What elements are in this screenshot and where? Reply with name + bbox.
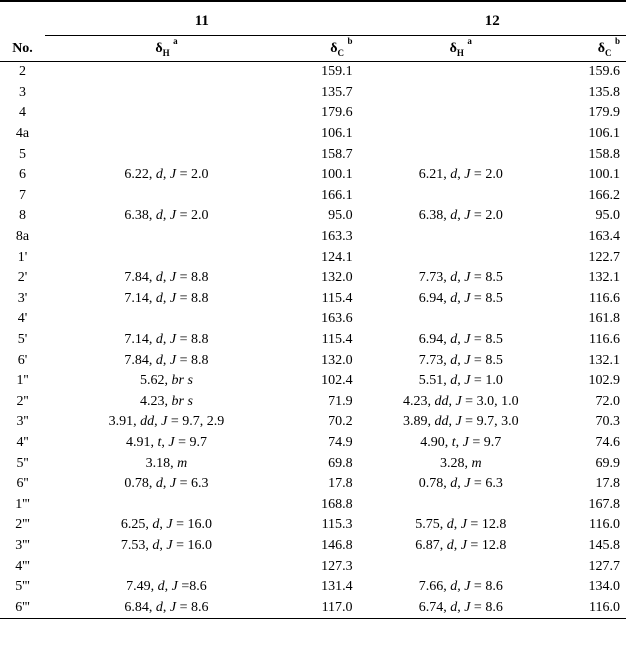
dc-12-cell: 116.6 <box>589 332 620 348</box>
dh-12-cell <box>359 494 563 515</box>
dh-11-cell: 7.84, d, J = 8.8 <box>124 270 209 286</box>
compound-12-heading: 12 <box>359 1 626 36</box>
table-row <box>0 392 626 413</box>
dh-12-cell: 0.78, d, J = 6.3 <box>418 476 503 492</box>
position-cell: 3'' <box>16 414 29 430</box>
dh-11-cell <box>45 124 288 145</box>
dc-12-cell: 166.2 <box>588 187 620 203</box>
position-cell: 5' <box>17 332 28 348</box>
table-row <box>0 144 626 165</box>
position-cell: 3 <box>19 84 26 100</box>
dc-11-cell: 168.8 <box>321 496 353 512</box>
dh-11-cell: 6.22, d, J = 2.0 <box>124 167 209 183</box>
table-row <box>0 330 626 351</box>
dh-11-cell: 6.38, d, J = 2.0 <box>124 208 209 224</box>
dh-11-cell: 7.84, d, J = 8.8 <box>124 352 209 368</box>
position-cell: 2'' <box>16 393 29 409</box>
dh-11-cell <box>45 186 288 207</box>
position-cell: 5 <box>19 146 26 162</box>
dh-12-cell: 5.51, d, J = 1.0 <box>418 373 503 389</box>
dc-11-cell: 115.3 <box>321 517 353 533</box>
dh-12-cell: 6.38, d, J = 2.0 <box>418 208 503 224</box>
table-row <box>0 62 626 83</box>
dc-12-cell: 127.7 <box>588 558 620 574</box>
dh-12-cell: 7.73, d, J = 8.5 <box>418 270 503 286</box>
dh-11-cell <box>45 247 288 268</box>
dc-12-cell: 106.1 <box>588 126 620 142</box>
position-cell: 6''' <box>15 599 30 615</box>
position-cell: 1'' <box>16 373 29 389</box>
dc-12-cell: 95.0 <box>595 208 620 224</box>
dh-11-cell: 6.84, d, J = 8.6 <box>124 599 209 615</box>
dc-12-cell: 100.1 <box>588 167 620 183</box>
table-row <box>0 206 626 227</box>
dh-12-cell: 4.90, t, J = 9.7 <box>420 434 502 450</box>
table-row <box>0 165 626 186</box>
position-cell: 6' <box>17 352 28 368</box>
dh-11-cell: 0.78, d, J = 6.3 <box>124 476 209 492</box>
column-header-row <box>0 36 626 62</box>
dc-12-cell: 158.8 <box>588 146 620 162</box>
dh-12-cell: 5.75, d, J = 12.8 <box>415 517 507 533</box>
dh-12-cell: 4.23, dd, J = 3.0, 1.0 <box>402 393 519 409</box>
table-row <box>0 83 626 104</box>
dc-11-cell: 127.3 <box>321 558 353 574</box>
dc-12-cell: 159.6 <box>588 64 620 80</box>
dh-12-column-header: $\delta_H$ $^a$ <box>449 36 472 58</box>
dh-12-cell: 7.73, d, J = 8.5 <box>418 352 503 368</box>
dc-11-cell: 70.2 <box>328 414 353 430</box>
table-row <box>0 515 626 536</box>
dc-12-cell: 134.0 <box>588 579 620 595</box>
dc-11-cell: 102.4 <box>321 373 353 389</box>
dc-11-cell: 115.4 <box>321 332 353 348</box>
dc-12-cell: 72.0 <box>595 393 620 409</box>
dc-11-cell: 115.4 <box>321 290 353 306</box>
dc-12-column-header: $\delta_C$ $^b$ <box>597 36 620 58</box>
table-row <box>0 247 626 268</box>
dh-12-cell <box>359 227 563 248</box>
dh-12-cell <box>359 62 563 83</box>
dc-12-cell: 132.1 <box>588 352 620 368</box>
dc-12-cell: 70.3 <box>595 414 620 430</box>
position-cell: 4' <box>17 311 28 327</box>
dc-11-cell: 69.8 <box>328 455 353 471</box>
dc-12-cell: 163.4 <box>588 229 620 245</box>
dc-11-cell: 124.1 <box>321 249 353 265</box>
dc-12-cell: 74.6 <box>595 434 620 450</box>
dc-12-cell: 145.8 <box>588 537 620 553</box>
table-row <box>0 597 626 618</box>
dc-11-cell: 106.1 <box>321 126 353 142</box>
table-row <box>0 227 626 248</box>
dh-12-cell <box>359 144 563 165</box>
dc-12-cell: 161.8 <box>588 311 620 327</box>
dh-11-cell <box>45 494 288 515</box>
dh-11-cell <box>45 556 288 577</box>
dc-11-cell: 71.9 <box>328 393 353 409</box>
dh-11-cell: 7.14, d, J = 8.8 <box>124 290 209 306</box>
dc-11-cell: 163.6 <box>321 311 353 327</box>
table-row <box>0 289 626 310</box>
position-cell: 2 <box>19 64 26 80</box>
dh-11-cell: 5.62, br s <box>140 373 193 389</box>
dh-11-cell: 4.23, br s <box>140 393 193 409</box>
dc-11-cell: 146.8 <box>321 537 353 553</box>
table-row <box>0 474 626 495</box>
dc-11-cell: 17.8 <box>328 476 353 492</box>
table-row <box>0 124 626 145</box>
position-cell: 1''' <box>15 496 30 512</box>
table-row <box>0 433 626 454</box>
nmr-table-body <box>0 62 626 619</box>
dh-12-cell <box>359 83 563 104</box>
dc-11-cell: 74.9 <box>328 434 353 450</box>
dc-12-cell: 132.1 <box>588 270 620 286</box>
dh-12-cell <box>359 186 563 207</box>
dc-11-cell: 158.7 <box>321 146 353 162</box>
position-cell: 6'' <box>16 476 29 492</box>
dh-11-cell <box>45 83 288 104</box>
dc-11-cell: 166.1 <box>321 187 353 203</box>
position-cell: 4''' <box>15 558 30 574</box>
position-cell: 2''' <box>15 517 30 533</box>
dc-11-column-header: $\delta_C$ $^b$ <box>330 36 353 58</box>
dh-11-cell: 7.49, d, J =8.6 <box>126 579 207 595</box>
position-cell: 7 <box>19 187 26 203</box>
table-row <box>0 371 626 392</box>
table-row <box>0 453 626 474</box>
dh-11-cell: 6.25, d, J = 16.0 <box>120 517 213 533</box>
dc-11-cell: 135.7 <box>321 84 353 100</box>
table-row <box>0 309 626 330</box>
table-row <box>0 577 626 598</box>
position-cell: 3' <box>17 290 28 306</box>
dh-11-cell: 3.18, m <box>145 455 188 471</box>
table-row <box>0 186 626 207</box>
dh-12-cell: 6.21, d, J = 2.0 <box>418 167 503 183</box>
dh-12-cell <box>359 556 563 577</box>
dh-11-cell: 7.14, d, J = 8.8 <box>124 332 209 348</box>
dc-11-cell: 132.0 <box>321 352 353 368</box>
dh-12-cell: 6.74, d, J = 8.6 <box>418 599 503 615</box>
table-row <box>0 268 626 289</box>
dc-11-cell: 100.1 <box>321 167 353 183</box>
dc-11-cell: 159.1 <box>321 64 353 80</box>
dc-12-cell: 116.0 <box>589 599 620 615</box>
table-row <box>0 350 626 371</box>
dc-11-cell: 132.0 <box>321 270 353 286</box>
dh-12-cell: 6.94, d, J = 8.5 <box>418 332 503 348</box>
dc-11-cell: 179.6 <box>321 105 353 121</box>
dh-11-cell <box>45 309 288 330</box>
dh-12-cell: 6.94, d, J = 8.5 <box>418 290 503 306</box>
dc-12-cell: 179.9 <box>588 105 620 121</box>
dc-11-cell: 117.0 <box>321 599 353 615</box>
dh-12-cell <box>359 124 563 145</box>
dh-12-cell <box>359 247 563 268</box>
dh-11-cell: 7.53, d, J = 16.0 <box>120 537 213 553</box>
position-cell: 3''' <box>15 537 30 553</box>
dh-12-cell: 3.28, m <box>439 455 482 471</box>
position-cell: 2' <box>17 270 28 286</box>
dc-12-cell: 116.6 <box>589 290 620 306</box>
dh-11-cell <box>45 103 288 124</box>
table-row <box>0 536 626 557</box>
dc-12-cell: 122.7 <box>588 249 620 265</box>
dh-12-cell: 3.89, dd, J = 9.7, 3.0 <box>402 414 519 430</box>
compound-header-row <box>0 1 626 36</box>
compound-11-heading: 11 <box>45 1 359 36</box>
position-cell: 4'' <box>16 434 29 450</box>
dh-11-cell <box>45 62 288 83</box>
dh-12-cell <box>359 103 563 124</box>
dh-11-cell <box>45 144 288 165</box>
dc-12-cell: 167.8 <box>588 496 620 512</box>
position-cell: 4 <box>19 105 26 121</box>
dh-12-cell: 6.87, d, J = 12.8 <box>415 537 507 553</box>
table-row <box>0 494 626 515</box>
position-cell: 6 <box>19 167 26 183</box>
dc-12-cell: 102.9 <box>588 373 620 389</box>
dh-12-cell: 7.66, d, J = 8.6 <box>418 579 503 595</box>
position-cell: 8a <box>15 229 30 245</box>
position-cell: 5''' <box>15 579 30 595</box>
dc-11-cell: 163.3 <box>321 229 353 245</box>
dh-11-cell <box>45 227 288 248</box>
dh-12-cell <box>359 309 563 330</box>
table-row <box>0 412 626 433</box>
table-row <box>0 103 626 124</box>
position-cell: 4a <box>15 126 30 142</box>
dc-12-cell: 135.8 <box>588 84 620 100</box>
dc-12-cell: 116.0 <box>589 517 620 533</box>
dh-11-cell: 4.91, t, J = 9.7 <box>125 434 207 450</box>
dc-12-cell: 69.9 <box>595 455 620 471</box>
dh-11-cell: 3.91, dd, J = 9.7, 2.9 <box>108 414 225 430</box>
table-row <box>0 556 626 577</box>
dc-12-cell: 17.8 <box>595 476 620 492</box>
dh-11-column-header: $\delta_H$ $^a$ <box>155 36 178 58</box>
dc-11-cell: 131.4 <box>321 579 353 595</box>
number-column-header: No. <box>12 41 33 56</box>
dc-11-cell: 95.0 <box>328 208 353 224</box>
position-cell: 8 <box>19 208 26 224</box>
position-cell: 1' <box>17 249 28 265</box>
position-cell: 5'' <box>16 455 29 471</box>
